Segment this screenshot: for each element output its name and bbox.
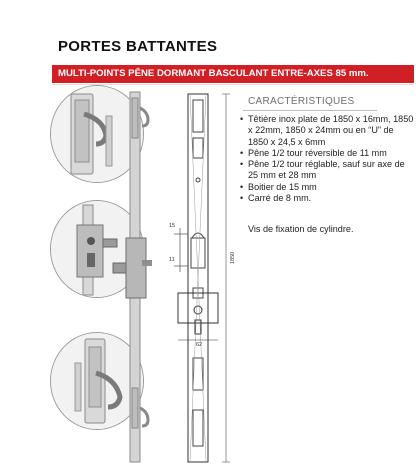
dim-case: 62: [196, 342, 203, 348]
characteristics-note: Vis de fixation de cylindre.: [248, 224, 354, 234]
dim-latch: 11: [169, 257, 175, 263]
banner-divider: [52, 84, 414, 85]
product-banner: MULTI-POINTS PÊNE DORMANT BASCULANT ENTRE-AXES 85 mm.: [52, 65, 414, 83]
technical-drawing: [166, 88, 242, 466]
dim-width-top: 15: [169, 223, 176, 229]
list-item: • Têtière inox plate de 1850 x 16mm, 1850 x 22mm, 1850 x 24mm ou en “U” de 1850 x 24,5 x 6mm: [240, 114, 416, 148]
list-item: • Boitier de 15 mm: [240, 182, 416, 193]
characteristics-divider: [243, 110, 377, 111]
dim-height: 1850: [230, 251, 236, 264]
characteristics-title: CARACTÉRISTIQUES: [248, 96, 355, 107]
page-title: PORTES BATTANTES: [58, 38, 218, 55]
list-item: • Pêne 1/2 tour réglable, sauf sur axe de 25 mm et 28 mm: [240, 159, 416, 182]
list-item: • Pêne 1/2 tour réversible de 11 mm: [240, 148, 416, 159]
product-bar-image: [118, 88, 158, 466]
list-item: • Carré de 8 mm.: [240, 193, 416, 204]
characteristics-list: [240, 114, 416, 204]
